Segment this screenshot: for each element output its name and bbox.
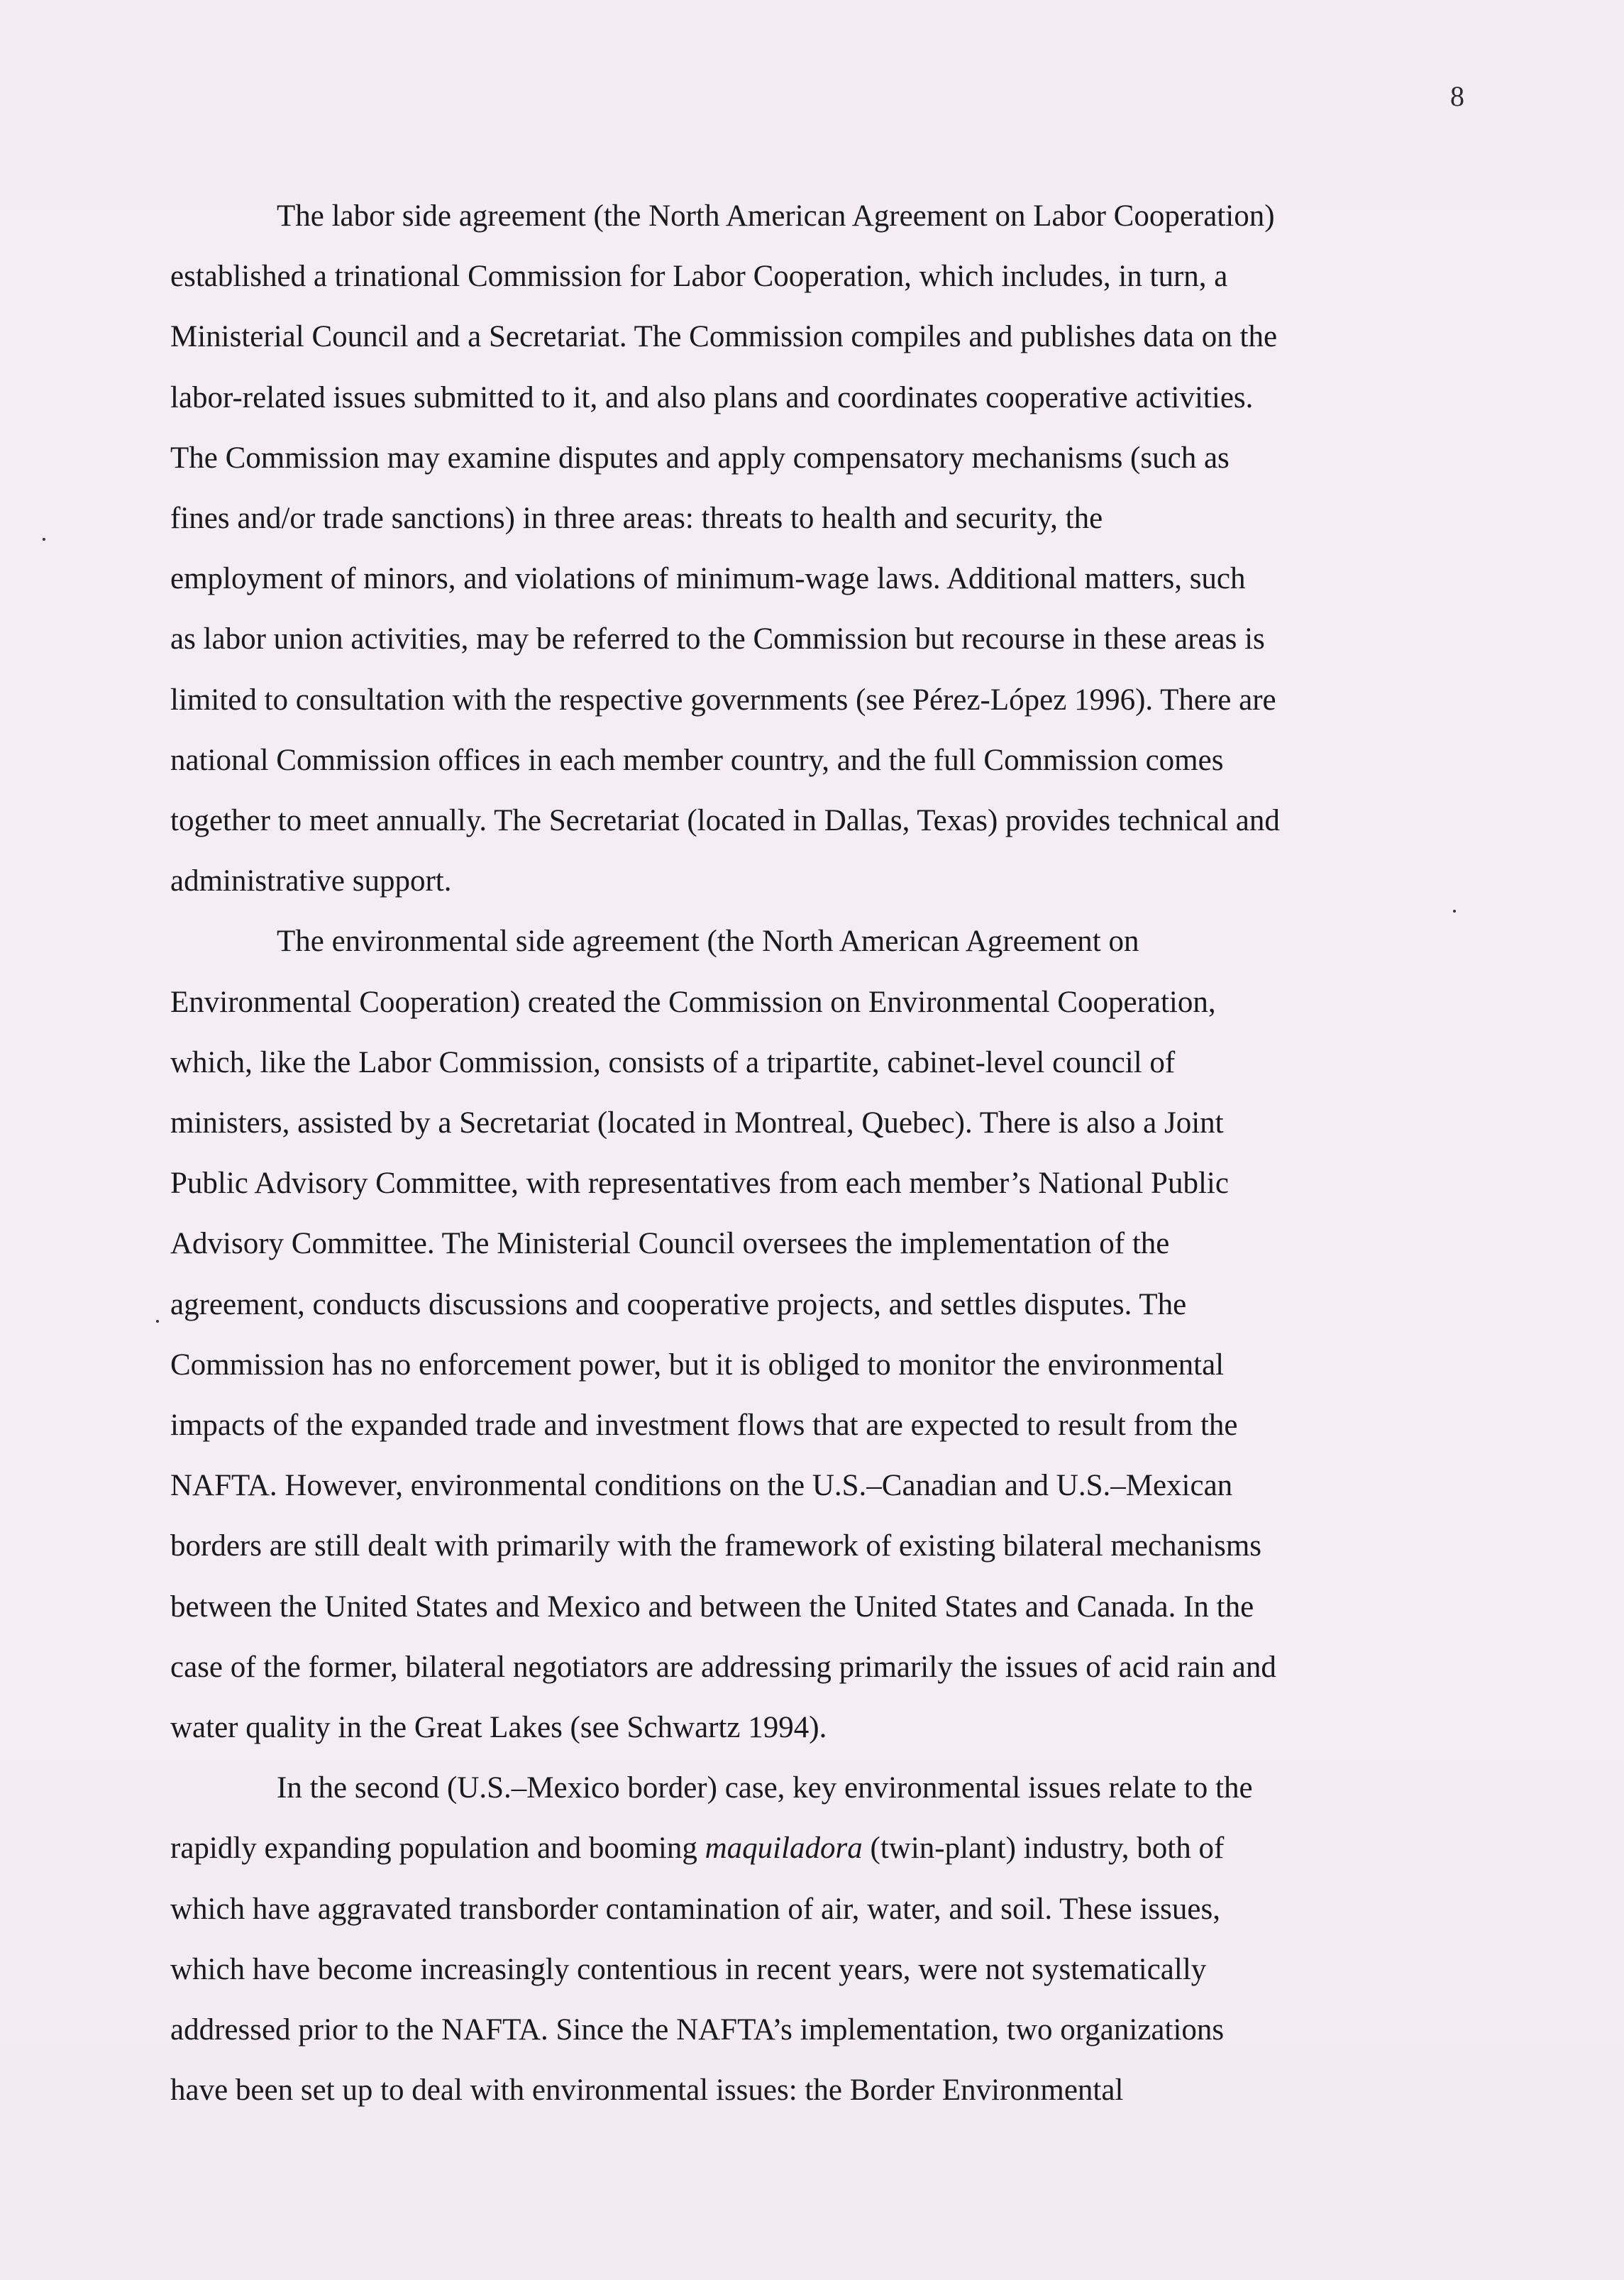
text-line: employment of minors, and violations of minimum-wage laws. Additional matters, such bbox=[170, 562, 1246, 596]
text-line: The environmental side agreement (the North American Agreement on bbox=[277, 925, 1139, 959]
scan-speck bbox=[156, 1320, 159, 1323]
paragraph-environmental-agreement bbox=[170, 911, 1483, 1758]
page-number: 8 bbox=[1450, 80, 1464, 112]
text-line: Ministerial Council and a Secretariat. The Commission compiles and publishes data on the bbox=[170, 320, 1278, 354]
text-segment: rapidly expanding population and booming bbox=[170, 1832, 705, 1866]
text-line: as labor union activities, may be referred to the Commission but recourse in these areas is bbox=[170, 622, 1265, 656]
text-line: fines and/or trade sanctions) in three areas: threats to health and security, the bbox=[170, 502, 1103, 536]
text-line: Public Advisory Committee, with representatives from each member’s National Public bbox=[170, 1167, 1229, 1201]
text-line: Advisory Committee. The Ministerial Council oversees the implementation of the bbox=[170, 1227, 1170, 1261]
text-line: The labor side agreement (the North American Agreement on Labor Cooperation) bbox=[277, 199, 1275, 233]
text-line: In the second (U.S.–Mexico border) case, key environmental issues relate to the bbox=[277, 1771, 1253, 1805]
text-line: administrative support. bbox=[170, 864, 452, 898]
text-line: water quality in the Great Lakes (see Schwartz 1994). bbox=[170, 1711, 827, 1745]
text-line: labor-related issues submitted to it, and also plans and coordinates cooperative activities. bbox=[170, 380, 1254, 414]
scan-speck bbox=[1453, 910, 1456, 913]
text-line: which, like the Labor Commission, consists of a tripartite, cabinet-level council of bbox=[170, 1045, 1176, 1079]
text-line: Environmental Cooperation) created the Commission on Environmental Cooperation, bbox=[170, 985, 1216, 1019]
text-line: borders are still dealt with primarily with the framework of existing bilateral mechanisms bbox=[170, 1529, 1262, 1563]
text-line: addressed prior to the NAFTA. Since the NAFTA’s implementation, two organizations bbox=[170, 2013, 1225, 2047]
text-line: have been set up to deal with environmental issues: the Border Environmental bbox=[170, 2074, 1124, 2108]
text-line: impacts of the expanded trade and investment flows that are expected to result from the bbox=[170, 1409, 1238, 1443]
text-line: ministers, assisted by a Secretariat (located in Montreal, Quebec). There is also a Joint bbox=[170, 1106, 1224, 1140]
text-line: limited to consultation with the respective governments (see Pérez-López 1996). There are bbox=[170, 683, 1276, 717]
paragraph-labor-agreement bbox=[170, 186, 1483, 911]
text-line: national Commission offices in each member country, and the full Commission comes bbox=[170, 743, 1224, 777]
text-line: NAFTA. However, environmental conditions on the U.S.–Canadian and U.S.–Mexican bbox=[170, 1469, 1233, 1503]
text-line: case of the former, bilateral negotiators are addressing primarily the issues of acid rain and bbox=[170, 1650, 1276, 1684]
text-line bbox=[170, 1818, 1483, 1878]
italic-term: maquiladora bbox=[705, 1832, 863, 1866]
text-line: established a trinational Commission for Labor Cooperation, which includes, in turn, a bbox=[170, 260, 1228, 294]
text-line: The Commission may examine disputes and apply compensatory mechanisms (such as bbox=[170, 441, 1230, 475]
text-line: agreement, conducts discussions and cooperative projects, and settles disputes. The bbox=[170, 1287, 1187, 1321]
scan-speck bbox=[43, 538, 45, 541]
text-line: between the United States and Mexico and between the United States and Canada. In the bbox=[170, 1590, 1254, 1624]
text-line: which have become increasingly contentious in recent years, were not systematically bbox=[170, 1952, 1207, 1986]
text-segment: (twin-plant) industry, both of bbox=[862, 1832, 1225, 1866]
text-line: Commission has no enforcement power, but it is obliged to monitor the environmental bbox=[170, 1348, 1225, 1382]
paragraph-border-case bbox=[170, 1758, 1483, 2120]
text-line: which have aggravated transborder contamination of air, water, and soil. These issues, bbox=[170, 1892, 1220, 1926]
body-text bbox=[170, 186, 1483, 2121]
text-line: together to meet annually. The Secretariat (located in Dallas, Texas) provides technical and bbox=[170, 804, 1280, 838]
